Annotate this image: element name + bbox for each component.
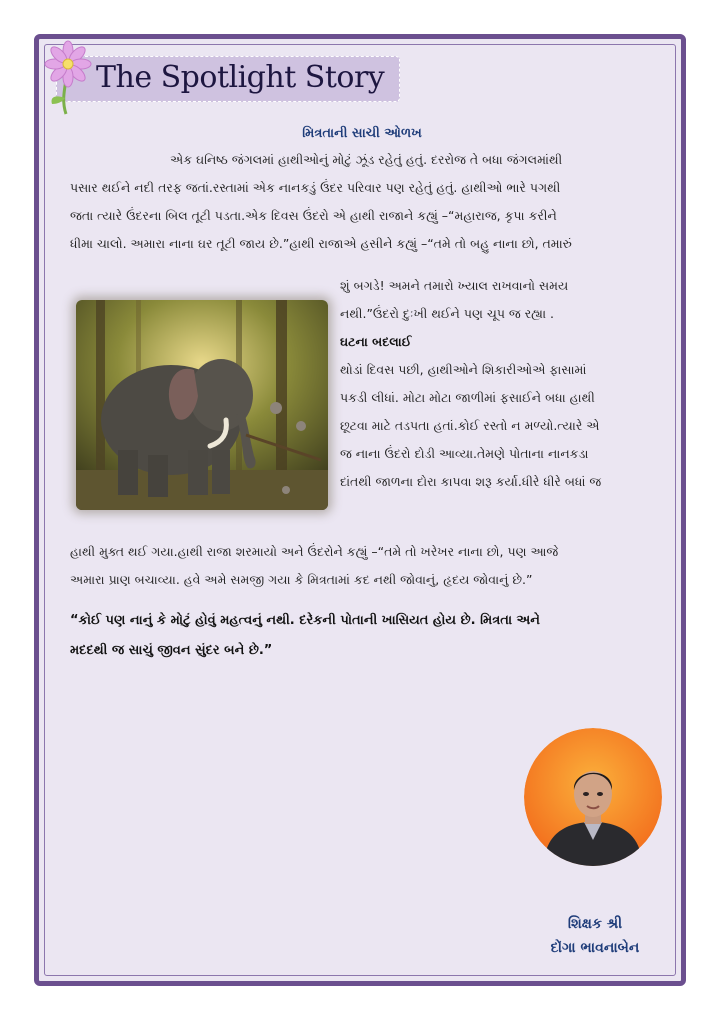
avatar — [524, 728, 662, 866]
text-line: થોડાં દિવસ પછી, હાથીઓને શિકારીઓએ ફાસામાં — [340, 362, 587, 377]
author-name: દોંગા ભાવનાબેન — [550, 940, 640, 956]
quote-line: મદદથી જ સાચું જીવન સુંદર બને છે.” — [70, 643, 273, 658]
text-line: નથી.”ઉંદરો દુઃખી થઈને પણ ચૂપ જ રહ્યા . — [340, 306, 554, 321]
text-line: જ નાના ઉંદરો દોડી આવ્યા.તેમણે પોતાના નાનકડા — [340, 446, 589, 461]
elephant-illustration — [76, 300, 328, 510]
text-line: છૂટવા માટે તડપતા હતાં.કોઈ રસ્તો ન મળ્યો.ત્યારે એ — [340, 418, 600, 433]
text-line: દાંતથી જાળના દોરા કાપવા શરૂ કર્યા.ધીરે ધીરે બધાં જ — [340, 474, 602, 489]
text-line: ધીમા ચાલો. અમારા નાના ઘર તૂટી જાય છે.”હાથી રાજાએ હસીને કહ્યું –“તમે તો બહુ નાના છો, તમારું — [70, 236, 572, 251]
text-line: અમારા પ્રાણ બચાવ્યા. હવે અમે સમજી ગયા કે મિત્રતામાં કદ નથી જોવાનું, હૃદય જોવાનું છે.” — [70, 572, 533, 587]
story-side-column — [340, 272, 672, 496]
author-role: શિક્ષક શ્રી — [567, 916, 623, 932]
story-title: મિત્રતાની સાચી ઓળખ — [302, 126, 422, 141]
text-line: એક ઘનિષ્ઠ જંગલમાં હાથીઓનું મોટું ઝૂંડ રહેતું હતું. દરરોજ તે બધા જંગલમાંથી — [170, 152, 563, 167]
text-line: શું બગડે! અમને તમારો ખ્યાલ રાખવાનો સમય — [340, 278, 569, 293]
text-line: પસાર થઈને નદી તરફ જતાં.રસ્તામાં એક નાનકડું ઉંદર પરિવાર પણ રહેતું હતું. હાથીઓ ભારે પગથી — [70, 180, 561, 195]
quote-line: “કોઈ પણ નાનું કે મોટું હોવું મહત્વનું નથી. દરેકની પોતાની ખાસિયત હોય છે. મિત્રતા અને — [70, 613, 540, 628]
story-intro — [70, 146, 672, 258]
moral-quote — [70, 606, 680, 666]
story-closing — [70, 538, 672, 594]
text-line: પકડી લીધાં. મોટા મોટા જાળીમાં ફસાઈને બધા હાથી — [340, 390, 595, 405]
text-line: હાથી મુક્ત થઈ ગયા.હાથી રાજા શરમાયો અને ઉંદરોને કહ્યું –“તમે તો ખરેખર નાના છો, પણ આજે — [70, 544, 559, 559]
author-signature — [520, 912, 670, 960]
text-line: જતા ત્યારે ઉંદરના બિલ તૂટી પડતા.એક દિવસ ઉંદરો એ હાથી રાજાને કહ્યું –“મહારાજ, કૃપા કરીને — [70, 208, 557, 223]
flower-icon — [44, 40, 94, 116]
subheading: ઘટના બદલાઈ — [340, 334, 412, 349]
header-title: The Spotlight Story — [96, 60, 385, 95]
